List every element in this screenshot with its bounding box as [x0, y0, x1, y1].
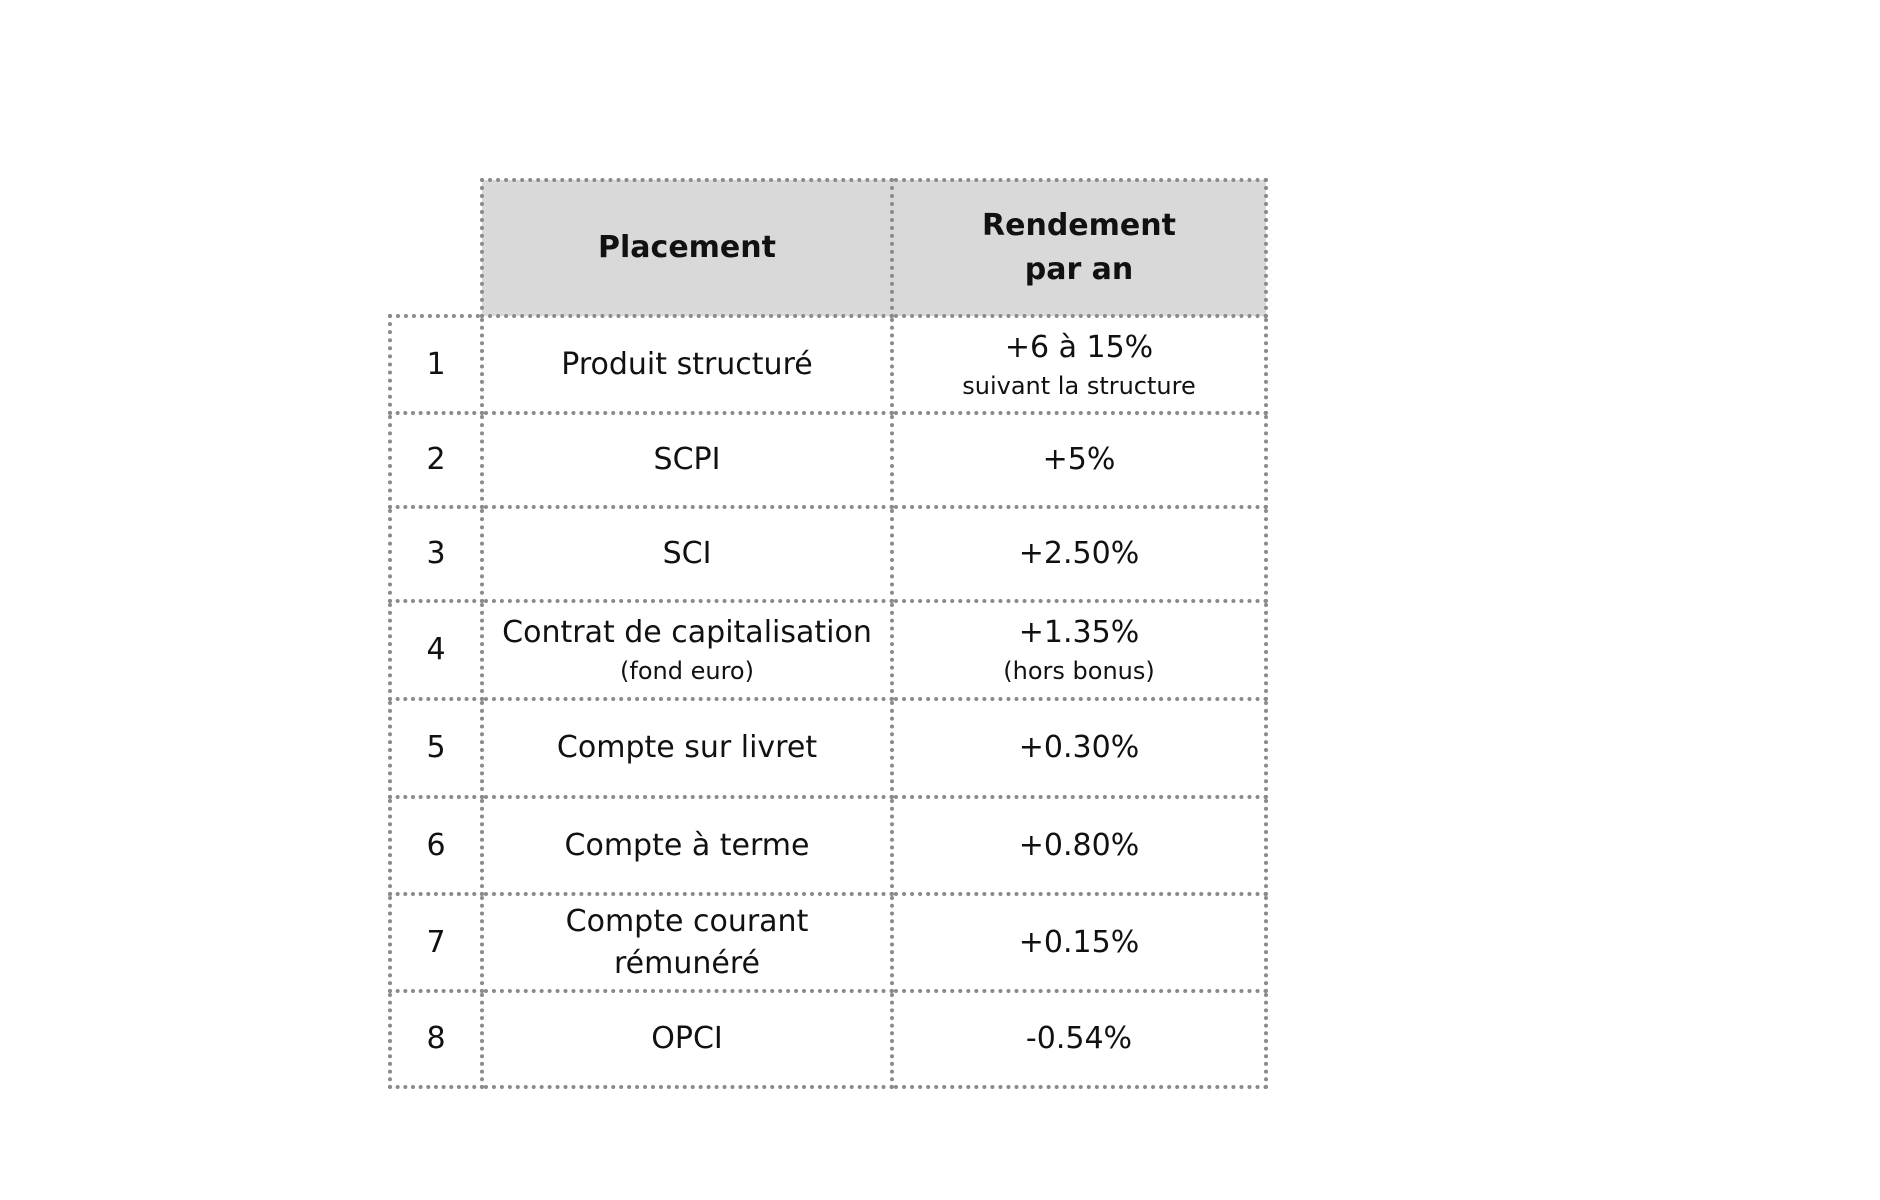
- yield-cell: [892, 507, 1266, 601]
- table-row: [390, 797, 1266, 894]
- yield-value: +1.35%: [1018, 615, 1140, 650]
- placement-name: SCI: [662, 536, 712, 571]
- table-row: [390, 699, 1266, 797]
- placement-name: OPCI: [651, 1021, 723, 1056]
- yield-note: (hors bonus): [1003, 657, 1155, 685]
- column-header-yield-line2: par an: [1024, 252, 1134, 287]
- placement-cell: [482, 507, 892, 601]
- table-corner-empty: [390, 180, 482, 316]
- yield-note: suivant la structure: [962, 371, 1196, 400]
- placement-name: Compte courant: [565, 903, 809, 939]
- row-index: 6: [390, 797, 482, 894]
- table-header-row: [390, 180, 1266, 316]
- placement-cell: [482, 797, 892, 894]
- yield-cell: [892, 894, 1266, 991]
- yield-value: +0.15%: [1018, 924, 1140, 960]
- table-row: [390, 894, 1266, 991]
- placement-name: Contrat de capitalisation: [502, 615, 872, 650]
- row-index: 1: [390, 316, 482, 413]
- yield-cell: [892, 797, 1266, 894]
- yield-value: +0.30%: [1018, 730, 1140, 765]
- placement-name: Produit structuré: [561, 346, 813, 382]
- yield-cell: [892, 413, 1266, 507]
- yield-value: +2.50%: [1018, 536, 1140, 571]
- table-row: [390, 413, 1266, 507]
- placement-name-line2: rémunéré: [614, 945, 760, 981]
- column-header-yield-line1: Rendement: [982, 208, 1176, 243]
- placement-name: SCPI: [653, 442, 721, 477]
- yield-value: +6 à 15%: [1004, 329, 1154, 365]
- yield-cell: [892, 699, 1266, 797]
- table-row: [390, 316, 1266, 413]
- yield-value: +5%: [1042, 442, 1116, 477]
- placement-cell: [482, 699, 892, 797]
- table-row: [390, 507, 1266, 601]
- table-row: [390, 601, 1266, 699]
- table-row: [390, 991, 1266, 1087]
- row-index: 3: [390, 507, 482, 601]
- yield-cell: [892, 991, 1266, 1087]
- row-index: 2: [390, 413, 482, 507]
- row-index: 5: [390, 699, 482, 797]
- yield-cell: [892, 601, 1266, 699]
- row-index: 8: [390, 991, 482, 1087]
- yield-value: +0.80%: [1018, 827, 1140, 863]
- yield-table-container: [388, 178, 1268, 1089]
- placement-cell: [482, 316, 892, 413]
- column-header-yield: [892, 180, 1266, 316]
- placement-cell: [482, 991, 892, 1087]
- column-header-placement: [482, 180, 892, 316]
- yield-cell: [892, 316, 1266, 413]
- placement-note: (fond euro): [620, 657, 754, 685]
- placement-cell: [482, 894, 892, 991]
- yield-table: [388, 178, 1268, 1089]
- placement-name: Compte sur livret: [556, 730, 818, 765]
- placement-cell: [482, 601, 892, 699]
- column-header-placement-label: Placement: [598, 230, 776, 265]
- row-index: 7: [390, 894, 482, 991]
- placement-name: Compte à terme: [564, 827, 810, 863]
- placement-cell: [482, 413, 892, 507]
- row-index: 4: [390, 601, 482, 699]
- yield-value: -0.54%: [1025, 1021, 1133, 1056]
